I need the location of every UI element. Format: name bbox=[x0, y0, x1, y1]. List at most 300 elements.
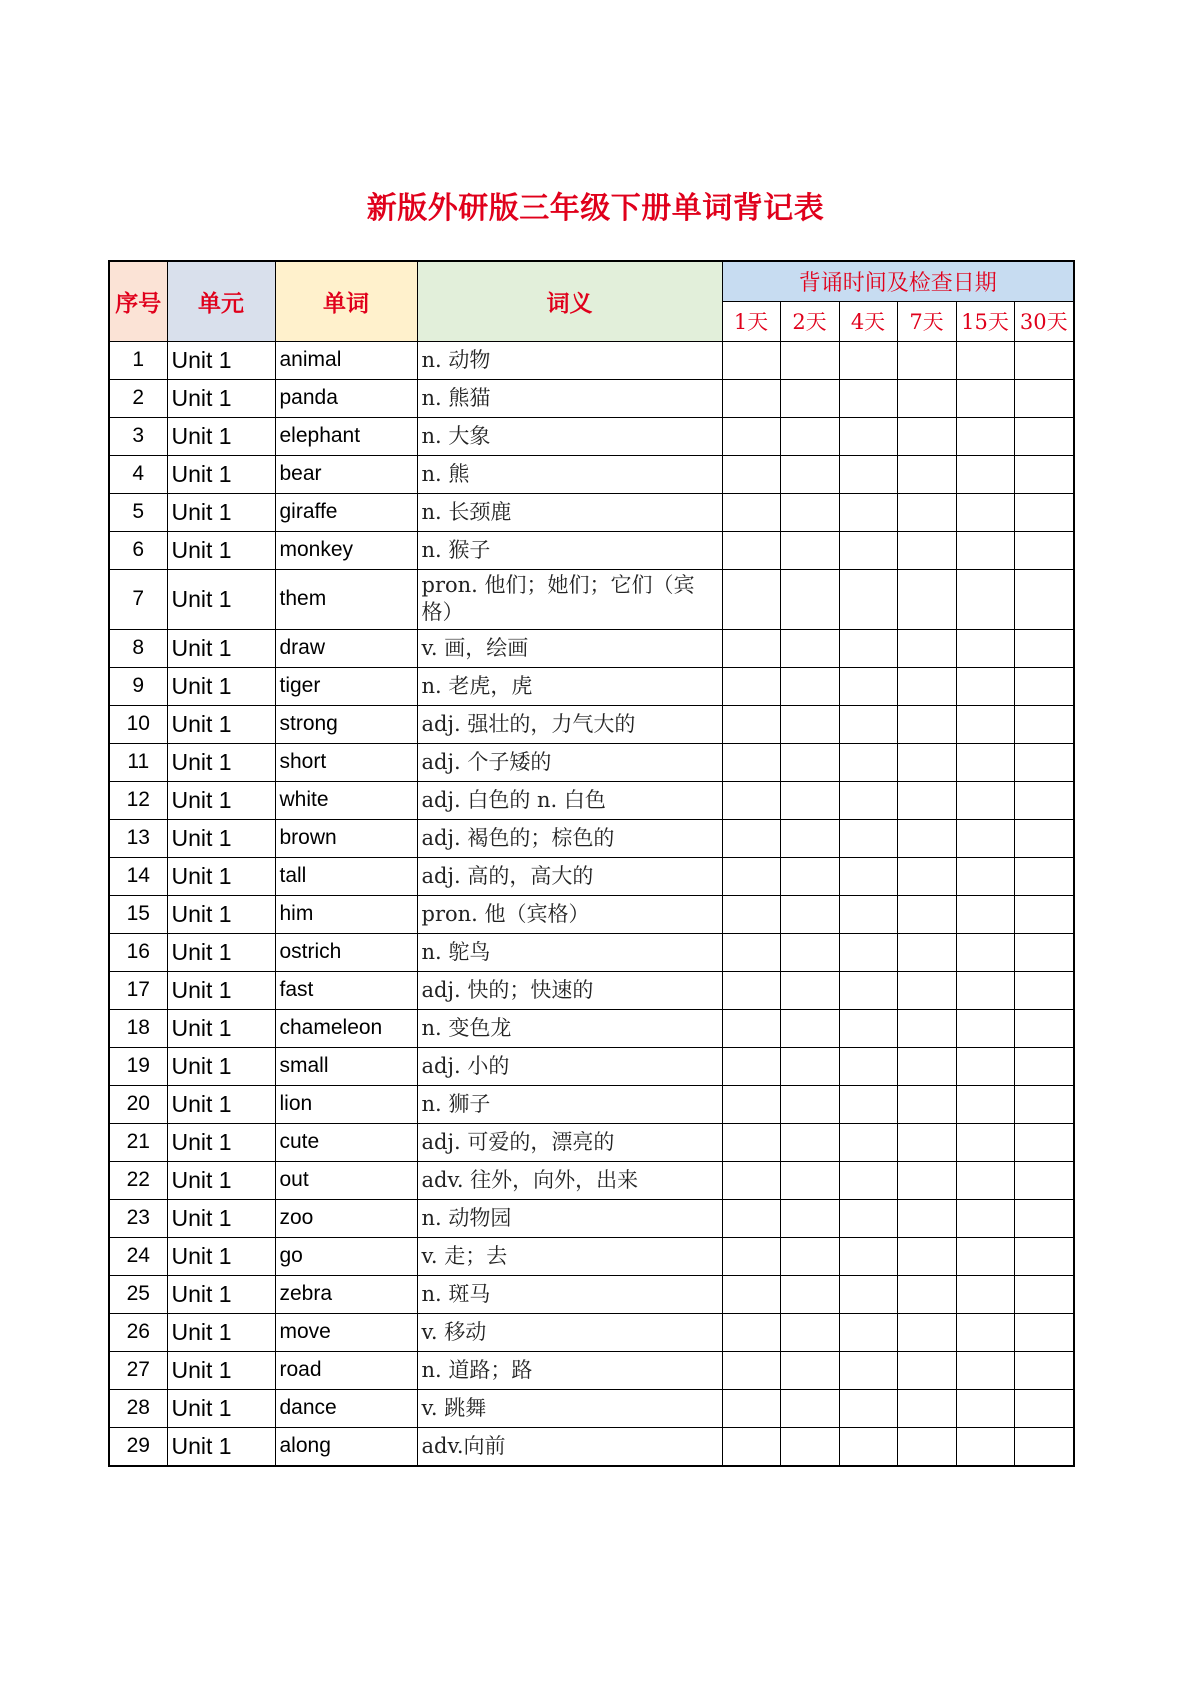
review-day-4-cell[interactable] bbox=[839, 1313, 897, 1351]
row-word: tall bbox=[275, 857, 417, 895]
row-unit: Unit 1 bbox=[167, 895, 275, 933]
review-day-7-cell[interactable] bbox=[897, 455, 956, 493]
row-unit: Unit 1 bbox=[167, 781, 275, 819]
row-word: small bbox=[275, 1047, 417, 1085]
review-day-2-cell[interactable] bbox=[780, 1085, 839, 1123]
review-day-7-cell[interactable] bbox=[897, 417, 956, 455]
row-meaning: adj. 白色的 n. 白色 bbox=[417, 781, 722, 819]
review-day-15-cell[interactable] bbox=[956, 569, 1014, 629]
review-day-2-cell[interactable] bbox=[780, 1123, 839, 1161]
review-day-1-cell[interactable] bbox=[722, 895, 780, 933]
review-day-7-cell[interactable] bbox=[897, 1199, 956, 1237]
row-word: white bbox=[275, 781, 417, 819]
review-day-1-cell[interactable] bbox=[722, 1123, 780, 1161]
row-number: 21 bbox=[109, 1123, 167, 1161]
row-unit: Unit 1 bbox=[167, 1047, 275, 1085]
row-number: 24 bbox=[109, 1237, 167, 1275]
review-day-15-cell[interactable] bbox=[956, 781, 1014, 819]
review-day-30-cell[interactable] bbox=[1014, 933, 1074, 971]
row-number: 5 bbox=[109, 493, 167, 531]
row-word: monkey bbox=[275, 531, 417, 569]
row-number: 23 bbox=[109, 1199, 167, 1237]
row-meaning: adv.向前 bbox=[417, 1427, 722, 1466]
review-day-4-cell[interactable] bbox=[839, 1389, 897, 1427]
review-day-4-cell[interactable] bbox=[839, 667, 897, 705]
review-day-7-cell[interactable] bbox=[897, 971, 956, 1009]
review-day-4-cell[interactable] bbox=[839, 1351, 897, 1389]
header-day-2: 2天 bbox=[780, 301, 839, 341]
review-day-1-cell[interactable] bbox=[722, 1237, 780, 1275]
review-day-1-cell[interactable] bbox=[722, 743, 780, 781]
review-day-1-cell[interactable] bbox=[722, 819, 780, 857]
row-meaning: n. 狮子 bbox=[417, 1085, 722, 1123]
review-day-1-cell[interactable] bbox=[722, 493, 780, 531]
review-day-4-cell[interactable] bbox=[839, 895, 897, 933]
review-day-30-cell[interactable] bbox=[1014, 1199, 1074, 1237]
row-word: dance bbox=[275, 1389, 417, 1427]
table-row bbox=[109, 1313, 1074, 1351]
row-meaning: v. 跳舞 bbox=[417, 1389, 722, 1427]
review-day-4-cell[interactable] bbox=[839, 417, 897, 455]
review-day-1-cell[interactable] bbox=[722, 857, 780, 895]
table-row bbox=[109, 1237, 1074, 1275]
review-day-15-cell[interactable] bbox=[956, 1009, 1014, 1047]
row-word: zebra bbox=[275, 1275, 417, 1313]
review-day-30-cell[interactable] bbox=[1014, 417, 1074, 455]
review-day-4-cell[interactable] bbox=[839, 629, 897, 667]
review-day-30-cell[interactable] bbox=[1014, 569, 1074, 629]
review-day-4-cell[interactable] bbox=[839, 493, 897, 531]
review-day-2-cell[interactable] bbox=[780, 1047, 839, 1085]
review-day-30-cell[interactable] bbox=[1014, 1009, 1074, 1047]
row-meaning: adv. 往外，向外，出来 bbox=[417, 1161, 722, 1199]
review-day-30-cell[interactable] bbox=[1014, 341, 1074, 379]
review-day-4-cell[interactable] bbox=[839, 455, 897, 493]
review-day-7-cell[interactable] bbox=[897, 1123, 956, 1161]
review-day-2-cell[interactable] bbox=[780, 1161, 839, 1199]
review-day-30-cell[interactable] bbox=[1014, 1389, 1074, 1427]
row-meaning: v. 画，绘画 bbox=[417, 629, 722, 667]
review-day-7-cell[interactable] bbox=[897, 1161, 956, 1199]
review-day-30-cell[interactable] bbox=[1014, 743, 1074, 781]
header-no: 序号 bbox=[109, 261, 167, 341]
review-day-30-cell[interactable] bbox=[1014, 531, 1074, 569]
review-day-4-cell[interactable] bbox=[839, 781, 897, 819]
header-review-dates: 背诵时间及检查日期 bbox=[722, 261, 1074, 301]
row-meaning: n. 老虎，虎 bbox=[417, 667, 722, 705]
review-day-30-cell[interactable] bbox=[1014, 1275, 1074, 1313]
review-day-7-cell[interactable] bbox=[897, 857, 956, 895]
row-word: elephant bbox=[275, 417, 417, 455]
review-day-30-cell[interactable] bbox=[1014, 895, 1074, 933]
row-unit: Unit 1 bbox=[167, 857, 275, 895]
row-word: tiger bbox=[275, 667, 417, 705]
header-meaning: 词义 bbox=[417, 261, 722, 341]
row-meaning: n. 长颈鹿 bbox=[417, 493, 722, 531]
review-day-2-cell[interactable] bbox=[780, 629, 839, 667]
review-day-2-cell[interactable] bbox=[780, 1009, 839, 1047]
row-meaning: v. 走；去 bbox=[417, 1237, 722, 1275]
review-day-4-cell[interactable] bbox=[839, 531, 897, 569]
row-unit: Unit 1 bbox=[167, 1389, 275, 1427]
review-day-15-cell[interactable] bbox=[956, 743, 1014, 781]
review-day-4-cell[interactable] bbox=[839, 1047, 897, 1085]
row-number: 18 bbox=[109, 1009, 167, 1047]
review-day-2-cell[interactable] bbox=[780, 781, 839, 819]
review-day-15-cell[interactable] bbox=[956, 1427, 1014, 1466]
review-day-15-cell[interactable] bbox=[956, 819, 1014, 857]
row-number: 12 bbox=[109, 781, 167, 819]
row-meaning: n. 动物园 bbox=[417, 1199, 722, 1237]
review-day-4-cell[interactable] bbox=[839, 743, 897, 781]
review-day-7-cell[interactable] bbox=[897, 819, 956, 857]
review-day-2-cell[interactable] bbox=[780, 1351, 839, 1389]
row-word: animal bbox=[275, 341, 417, 379]
row-meaning: adj. 高的，高大的 bbox=[417, 857, 722, 895]
review-day-7-cell[interactable] bbox=[897, 629, 956, 667]
row-unit: Unit 1 bbox=[167, 1161, 275, 1199]
row-word: go bbox=[275, 1237, 417, 1275]
review-day-7-cell[interactable] bbox=[897, 705, 956, 743]
review-day-7-cell[interactable] bbox=[897, 933, 956, 971]
review-day-7-cell[interactable] bbox=[897, 1313, 956, 1351]
review-day-15-cell[interactable] bbox=[956, 379, 1014, 417]
table-row bbox=[109, 1275, 1074, 1313]
header-row-top bbox=[109, 261, 1074, 301]
row-unit: Unit 1 bbox=[167, 705, 275, 743]
row-number: 2 bbox=[109, 379, 167, 417]
review-day-4-cell[interactable] bbox=[839, 1199, 897, 1237]
review-day-1-cell[interactable] bbox=[722, 1313, 780, 1351]
review-day-30-cell[interactable] bbox=[1014, 455, 1074, 493]
review-day-4-cell[interactable] bbox=[839, 971, 897, 1009]
row-meaning: n. 变色龙 bbox=[417, 1009, 722, 1047]
review-day-7-cell[interactable] bbox=[897, 1009, 956, 1047]
review-day-15-cell[interactable] bbox=[956, 1275, 1014, 1313]
row-number: 6 bbox=[109, 531, 167, 569]
review-day-15-cell[interactable] bbox=[956, 667, 1014, 705]
row-unit: Unit 1 bbox=[167, 1427, 275, 1466]
review-day-30-cell[interactable] bbox=[1014, 1351, 1074, 1389]
review-day-2-cell[interactable] bbox=[780, 1313, 839, 1351]
review-day-30-cell[interactable] bbox=[1014, 1427, 1074, 1466]
review-day-1-cell[interactable] bbox=[722, 1085, 780, 1123]
review-day-2-cell[interactable] bbox=[780, 705, 839, 743]
row-number: 10 bbox=[109, 705, 167, 743]
row-number: 20 bbox=[109, 1085, 167, 1123]
row-meaning: n. 动物 bbox=[417, 341, 722, 379]
review-day-7-cell[interactable] bbox=[897, 1085, 956, 1123]
row-meaning: adj. 可爱的，漂亮的 bbox=[417, 1123, 722, 1161]
review-day-4-cell[interactable] bbox=[839, 1275, 897, 1313]
review-day-7-cell[interactable] bbox=[897, 1389, 956, 1427]
row-number: 26 bbox=[109, 1313, 167, 1351]
review-day-1-cell[interactable] bbox=[722, 971, 780, 1009]
review-day-15-cell[interactable] bbox=[956, 531, 1014, 569]
row-word: strong bbox=[275, 705, 417, 743]
review-day-7-cell[interactable] bbox=[897, 1427, 956, 1466]
review-day-15-cell[interactable] bbox=[956, 1085, 1014, 1123]
review-day-1-cell[interactable] bbox=[722, 1047, 780, 1085]
row-unit: Unit 1 bbox=[167, 933, 275, 971]
review-day-30-cell[interactable] bbox=[1014, 1237, 1074, 1275]
row-number: 19 bbox=[109, 1047, 167, 1085]
table-row bbox=[109, 857, 1074, 895]
review-day-2-cell[interactable] bbox=[780, 857, 839, 895]
table-row bbox=[109, 971, 1074, 1009]
review-day-1-cell[interactable] bbox=[722, 1275, 780, 1313]
row-number: 13 bbox=[109, 819, 167, 857]
review-day-15-cell[interactable] bbox=[956, 857, 1014, 895]
review-day-2-cell[interactable] bbox=[780, 819, 839, 857]
review-day-7-cell[interactable] bbox=[897, 1237, 956, 1275]
review-day-7-cell[interactable] bbox=[897, 493, 956, 531]
review-day-15-cell[interactable] bbox=[956, 1313, 1014, 1351]
row-word: lion bbox=[275, 1085, 417, 1123]
table-row bbox=[109, 819, 1074, 857]
review-day-15-cell[interactable] bbox=[956, 1123, 1014, 1161]
review-day-7-cell[interactable] bbox=[897, 569, 956, 629]
review-day-15-cell[interactable] bbox=[956, 1237, 1014, 1275]
review-day-4-cell[interactable] bbox=[839, 933, 897, 971]
row-word: panda bbox=[275, 379, 417, 417]
review-day-30-cell[interactable] bbox=[1014, 379, 1074, 417]
review-day-15-cell[interactable] bbox=[956, 971, 1014, 1009]
review-day-1-cell[interactable] bbox=[722, 933, 780, 971]
row-number: 14 bbox=[109, 857, 167, 895]
review-day-15-cell[interactable] bbox=[956, 629, 1014, 667]
table-row bbox=[109, 743, 1074, 781]
review-day-15-cell[interactable] bbox=[956, 705, 1014, 743]
row-word: chameleon bbox=[275, 1009, 417, 1047]
page-title: 新版外研版三年级下册单词背记表 bbox=[366, 191, 825, 226]
table-row bbox=[109, 1351, 1074, 1389]
review-day-2-cell[interactable] bbox=[780, 1427, 839, 1466]
row-meaning: n. 猴子 bbox=[417, 531, 722, 569]
review-day-30-cell[interactable] bbox=[1014, 971, 1074, 1009]
row-word: road bbox=[275, 1351, 417, 1389]
review-day-30-cell[interactable] bbox=[1014, 1085, 1074, 1123]
header-word: 单词 bbox=[275, 261, 417, 341]
review-day-15-cell[interactable] bbox=[956, 417, 1014, 455]
table-row bbox=[109, 1047, 1074, 1085]
review-day-7-cell[interactable] bbox=[897, 1275, 956, 1313]
review-day-2-cell[interactable] bbox=[780, 1199, 839, 1237]
vocab-table-body bbox=[109, 341, 1074, 1466]
review-day-15-cell[interactable] bbox=[956, 1199, 1014, 1237]
table-row bbox=[109, 531, 1074, 569]
review-day-30-cell[interactable] bbox=[1014, 493, 1074, 531]
review-day-4-cell[interactable] bbox=[839, 379, 897, 417]
row-meaning: adj. 褐色的；棕色的 bbox=[417, 819, 722, 857]
table-row bbox=[109, 705, 1074, 743]
row-number: 9 bbox=[109, 667, 167, 705]
review-day-7-cell[interactable] bbox=[897, 1047, 956, 1085]
review-day-30-cell[interactable] bbox=[1014, 781, 1074, 819]
review-day-7-cell[interactable] bbox=[897, 1351, 956, 1389]
review-day-15-cell[interactable] bbox=[956, 1389, 1014, 1427]
row-meaning: n. 斑马 bbox=[417, 1275, 722, 1313]
review-day-30-cell[interactable] bbox=[1014, 857, 1074, 895]
review-day-15-cell[interactable] bbox=[956, 1351, 1014, 1389]
row-number: 8 bbox=[109, 629, 167, 667]
table-row bbox=[109, 1009, 1074, 1047]
review-day-1-cell[interactable] bbox=[722, 569, 780, 629]
row-unit: Unit 1 bbox=[167, 341, 275, 379]
review-day-2-cell[interactable] bbox=[780, 667, 839, 705]
review-day-30-cell[interactable] bbox=[1014, 629, 1074, 667]
review-day-15-cell[interactable] bbox=[956, 493, 1014, 531]
row-number: 15 bbox=[109, 895, 167, 933]
row-meaning: n. 熊 bbox=[417, 455, 722, 493]
row-word: brown bbox=[275, 819, 417, 857]
review-day-4-cell[interactable] bbox=[839, 857, 897, 895]
review-day-15-cell[interactable] bbox=[956, 895, 1014, 933]
table-row bbox=[109, 1199, 1074, 1237]
row-number: 1 bbox=[109, 341, 167, 379]
review-day-1-cell[interactable] bbox=[722, 1161, 780, 1199]
review-day-4-cell[interactable] bbox=[839, 1009, 897, 1047]
review-day-7-cell[interactable] bbox=[897, 341, 956, 379]
row-unit: Unit 1 bbox=[167, 531, 275, 569]
review-day-30-cell[interactable] bbox=[1014, 705, 1074, 743]
review-day-2-cell[interactable] bbox=[780, 379, 839, 417]
review-day-30-cell[interactable] bbox=[1014, 1161, 1074, 1199]
row-number: 28 bbox=[109, 1389, 167, 1427]
row-number: 11 bbox=[109, 743, 167, 781]
review-day-1-cell[interactable] bbox=[722, 1427, 780, 1466]
review-day-30-cell[interactable] bbox=[1014, 1047, 1074, 1085]
review-day-2-cell[interactable] bbox=[780, 933, 839, 971]
row-word: draw bbox=[275, 629, 417, 667]
header-day-7: 7天 bbox=[897, 301, 956, 341]
review-day-7-cell[interactable] bbox=[897, 667, 956, 705]
table-row bbox=[109, 569, 1074, 629]
review-day-1-cell[interactable] bbox=[722, 1199, 780, 1237]
review-day-15-cell[interactable] bbox=[956, 455, 1014, 493]
review-day-2-cell[interactable] bbox=[780, 1389, 839, 1427]
review-day-4-cell[interactable] bbox=[839, 1085, 897, 1123]
header-day-15: 15天 bbox=[956, 301, 1014, 341]
review-day-1-cell[interactable] bbox=[722, 1389, 780, 1427]
review-day-1-cell[interactable] bbox=[722, 629, 780, 667]
row-number: 29 bbox=[109, 1427, 167, 1466]
review-day-15-cell[interactable] bbox=[956, 341, 1014, 379]
review-day-4-cell[interactable] bbox=[839, 1123, 897, 1161]
row-unit: Unit 1 bbox=[167, 493, 275, 531]
row-unit: Unit 1 bbox=[167, 667, 275, 705]
review-day-4-cell[interactable] bbox=[839, 569, 897, 629]
table-row bbox=[109, 895, 1074, 933]
review-day-2-cell[interactable] bbox=[780, 971, 839, 1009]
review-day-15-cell[interactable] bbox=[956, 1047, 1014, 1085]
row-unit: Unit 1 bbox=[167, 1313, 275, 1351]
review-day-1-cell[interactable] bbox=[722, 1009, 780, 1047]
table-row bbox=[109, 1389, 1074, 1427]
review-day-7-cell[interactable] bbox=[897, 531, 956, 569]
review-day-30-cell[interactable] bbox=[1014, 1313, 1074, 1351]
row-unit: Unit 1 bbox=[167, 1085, 275, 1123]
review-day-2-cell[interactable] bbox=[780, 1237, 839, 1275]
review-day-1-cell[interactable] bbox=[722, 341, 780, 379]
row-number: 27 bbox=[109, 1351, 167, 1389]
review-day-30-cell[interactable] bbox=[1014, 819, 1074, 857]
review-day-2-cell[interactable] bbox=[780, 455, 839, 493]
header-day-30: 30天 bbox=[1014, 301, 1074, 341]
row-unit: Unit 1 bbox=[167, 819, 275, 857]
review-day-2-cell[interactable] bbox=[780, 569, 839, 629]
review-day-7-cell[interactable] bbox=[897, 379, 956, 417]
review-day-4-cell[interactable] bbox=[839, 1161, 897, 1199]
review-day-2-cell[interactable] bbox=[780, 1275, 839, 1313]
row-word: out bbox=[275, 1161, 417, 1199]
row-unit: Unit 1 bbox=[167, 971, 275, 1009]
review-day-15-cell[interactable] bbox=[956, 933, 1014, 971]
row-word: fast bbox=[275, 971, 417, 1009]
review-day-4-cell[interactable] bbox=[839, 1237, 897, 1275]
review-day-1-cell[interactable] bbox=[722, 1351, 780, 1389]
review-day-7-cell[interactable] bbox=[897, 781, 956, 819]
review-day-1-cell[interactable] bbox=[722, 667, 780, 705]
table-row bbox=[109, 1427, 1074, 1466]
row-meaning: n. 熊猫 bbox=[417, 379, 722, 417]
review-day-1-cell[interactable] bbox=[722, 417, 780, 455]
row-meaning: v. 移动 bbox=[417, 1313, 722, 1351]
review-day-2-cell[interactable] bbox=[780, 531, 839, 569]
review-day-2-cell[interactable] bbox=[780, 417, 839, 455]
table-row bbox=[109, 1161, 1074, 1199]
table-row bbox=[109, 417, 1074, 455]
row-word: short bbox=[275, 743, 417, 781]
review-day-30-cell[interactable] bbox=[1014, 1123, 1074, 1161]
table-row bbox=[109, 629, 1074, 667]
review-day-4-cell[interactable] bbox=[839, 705, 897, 743]
row-meaning: n. 道路；路 bbox=[417, 1351, 722, 1389]
review-day-2-cell[interactable] bbox=[780, 493, 839, 531]
review-day-1-cell[interactable] bbox=[722, 531, 780, 569]
review-day-1-cell[interactable] bbox=[722, 705, 780, 743]
review-day-4-cell[interactable] bbox=[839, 819, 897, 857]
review-day-15-cell[interactable] bbox=[956, 1161, 1014, 1199]
row-unit: Unit 1 bbox=[167, 743, 275, 781]
table-row bbox=[109, 933, 1074, 971]
row-meaning: adj. 小的 bbox=[417, 1047, 722, 1085]
row-meaning: adj. 快的；快速的 bbox=[417, 971, 722, 1009]
review-day-30-cell[interactable] bbox=[1014, 667, 1074, 705]
review-day-1-cell[interactable] bbox=[722, 379, 780, 417]
row-word: move bbox=[275, 1313, 417, 1351]
row-number: 22 bbox=[109, 1161, 167, 1199]
review-day-1-cell[interactable] bbox=[722, 781, 780, 819]
review-day-1-cell[interactable] bbox=[722, 455, 780, 493]
row-meaning: n. 大象 bbox=[417, 417, 722, 455]
review-day-4-cell[interactable] bbox=[839, 1427, 897, 1466]
row-number: 25 bbox=[109, 1275, 167, 1313]
table-row bbox=[109, 1085, 1074, 1123]
review-day-2-cell[interactable] bbox=[780, 743, 839, 781]
review-day-2-cell[interactable] bbox=[780, 895, 839, 933]
row-word: cute bbox=[275, 1123, 417, 1161]
table-row bbox=[109, 667, 1074, 705]
row-unit: Unit 1 bbox=[167, 1351, 275, 1389]
row-number: 3 bbox=[109, 417, 167, 455]
review-day-7-cell[interactable] bbox=[897, 743, 956, 781]
row-meaning: pron. 他（宾格） bbox=[417, 895, 722, 933]
review-day-7-cell[interactable] bbox=[897, 895, 956, 933]
review-day-4-cell[interactable] bbox=[839, 341, 897, 379]
review-day-2-cell[interactable] bbox=[780, 341, 839, 379]
table-row bbox=[109, 341, 1074, 379]
